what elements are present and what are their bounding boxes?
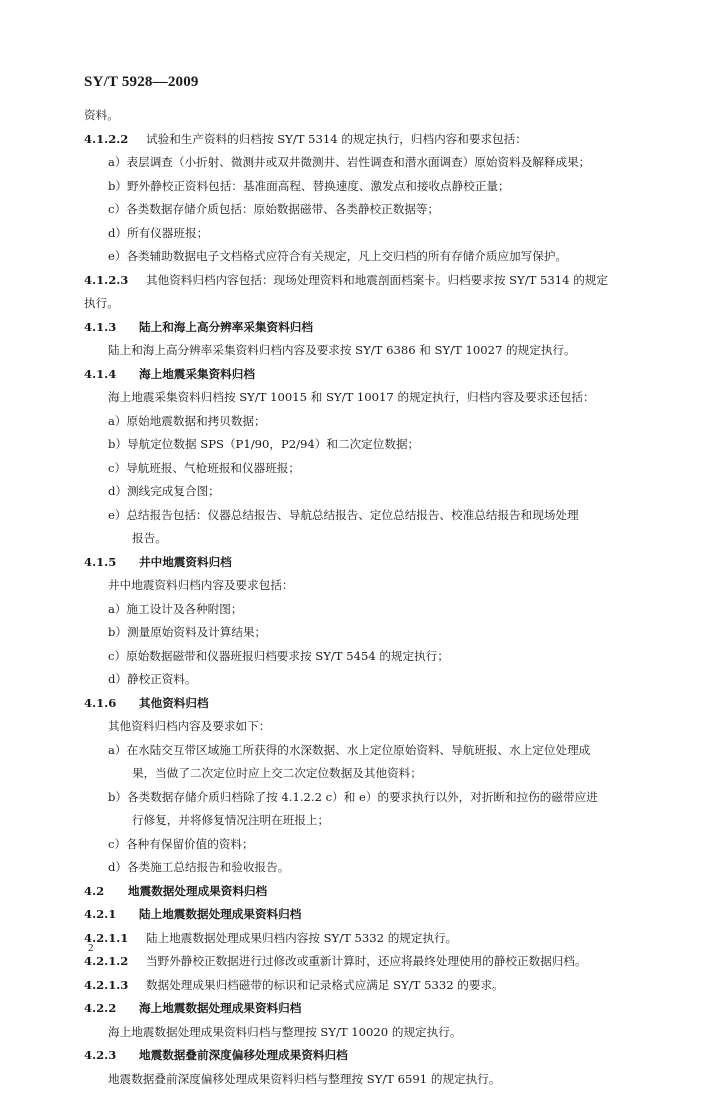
- paragraph-line: a）表层调查（小折射、微测井或双井微测井、岩性调查和潜水面调查）原始资料及解释成果；: [108, 155, 591, 169]
- section-heading: [84, 320, 652, 334]
- paragraph-line: 陆上和海上高分辨率采集资料归档内容及要求按 SY/T 6386 和 SY/T 10027 的规定执行。: [108, 343, 576, 357]
- section-title: 陆上地震数据处理成果资料归档: [139, 907, 302, 921]
- paragraph-line: d）静校正资料。: [108, 672, 197, 686]
- section-number: 4.1.6: [84, 695, 117, 710]
- paragraph-line: b）野外静校正资料包括：基准面高程、替换速度、激发点和接收点静校正量；: [108, 178, 510, 193]
- section-heading: [84, 931, 652, 945]
- paragraph-line: a）原始地震数据和拷贝数据；: [108, 413, 266, 428]
- section-title: 海上地震采集资料归档: [139, 366, 255, 381]
- clause-text: 试验和生产资料的归档按 SY/T 5314 的规定执行，归档内容和要求包括：: [146, 131, 527, 146]
- paragraph-line: 海上地震数据处理成果资料归档与整理按 SY/T 10020 的规定执行。: [108, 1024, 462, 1039]
- section-heading: [84, 273, 652, 287]
- paragraph-line: d）所有仪器班报；: [108, 225, 209, 240]
- paragraph-line: 其他资料归档内容及要求如下：: [108, 719, 271, 733]
- paragraph-line: e）总结报告包括：仪器总结报告、导航总结报告、定位总结报告、校准总结报告和现场处理: [108, 507, 579, 522]
- section-heading: [84, 1048, 652, 1062]
- section-number: 4.1.5: [84, 554, 117, 569]
- paragraph-line: 海上地震采集资料归档按 SY/T 10015 和 SY/T 10017 的规定执行，归档内容及要求还包括：: [108, 390, 595, 404]
- section-number: 4.1.4: [84, 366, 117, 381]
- paragraph-line: a）施工设计及各种附图；: [108, 601, 243, 616]
- paragraph-line: c）原始数据磁带和仪器班报归档要求按 SY/T 5454 的规定执行；: [108, 648, 449, 663]
- clause-text: 数据处理成果归档磁带的标识和记录格式应满足 SY/T 5332 的要求。: [146, 977, 504, 992]
- section-number: 4.2.3: [84, 1048, 117, 1062]
- paragraph-line: b）测量原始资料及计算结果；: [108, 625, 267, 639]
- paragraph-line: 报告。: [132, 531, 167, 545]
- paragraph-line: a）在水陆交互带区域施工所获得的水深数据、水上定位原始资料、导航班报、水上定位处理成: [108, 742, 591, 757]
- section-number: 4.2.1.1: [84, 930, 129, 945]
- section-number: 4.2: [84, 883, 105, 898]
- section-title: 其他资料归档: [139, 695, 209, 710]
- paragraph-line: 地震数据叠前深度偏移处理成果资料归档与整理按 SY/T 6591 的规定执行。: [108, 1071, 501, 1086]
- paragraph-line: c）各类数据存储介质包括：原始数据磁带、各类静校正数据等；: [108, 202, 440, 216]
- standard-code-header: SY/T 5928—2009: [84, 74, 199, 90]
- section-number: 4.2.1.3: [84, 977, 129, 992]
- paragraph-line: 资料。: [84, 108, 119, 122]
- section-title: 地震数据叠前深度偏移处理成果资料归档: [139, 1048, 348, 1062]
- paragraph-line: b）各类数据存储介质归档除了按 4.1.2.2 c）和 e）的要求执行以外，对折断和拉伤的磁带应进: [108, 789, 598, 804]
- section-number: 4.2.2: [84, 1001, 117, 1015]
- section-heading: [84, 696, 652, 710]
- section-title: 海上地震数据处理成果资料归档: [139, 1001, 302, 1015]
- section-number: 4.2.1: [84, 907, 117, 921]
- section-heading: [84, 884, 652, 898]
- clause-text: 陆上地震数据处理成果归档内容按 SY/T 5332 的规定执行。: [146, 930, 458, 945]
- paragraph-line: c）各种有保留价值的资料；: [108, 836, 254, 851]
- section-heading: [84, 132, 652, 146]
- section-heading: [84, 555, 652, 569]
- clause-text: 当野外静校正数据进行过修改或重新计算时，还应将最终处理使用的静校正数据归档。: [146, 954, 587, 968]
- paragraph-line: e）各类辅助数据电子文档格式应符合有关规定，凡上交归档的所有存储介质应加写保护。: [108, 249, 568, 263]
- paragraph-line: 执行。: [84, 296, 119, 310]
- page-number: 2: [88, 942, 94, 954]
- section-title: 地震数据处理成果资料归档: [128, 883, 268, 898]
- section-number: 4.1.3: [84, 319, 117, 334]
- section-number: 4.2.1.2: [84, 954, 129, 968]
- section-heading: [84, 978, 652, 992]
- paragraph-line: b）导航定位数据 SPS（P1/90，P2/94）和二次定位数据；: [108, 437, 420, 451]
- section-heading: [84, 367, 652, 381]
- paragraph-line: d）测线完成复合图；: [108, 484, 220, 498]
- section-heading: [84, 1001, 652, 1015]
- section-number: 4.1.2.2: [84, 131, 129, 146]
- paragraph-line: 行修复，并将修复情况注明在班报上；: [132, 813, 330, 827]
- section-title: 井中地震资料归档: [139, 554, 232, 569]
- paragraph-line: d）各类施工总结报告和验收报告。: [108, 860, 290, 874]
- section-heading: [84, 954, 652, 968]
- paragraph-line: 果，当做了二次定位时应上交二次定位数据及其他资料；: [132, 766, 422, 780]
- section-number: 4.1.2.3: [84, 272, 129, 287]
- clause-text: 其他资料归档内容包括：现场处理资料和地震剖面档案卡。归档要求按 SY/T 5314 的规定: [146, 272, 608, 287]
- section-title: 陆上和海上高分辨率采集资料归档: [139, 319, 313, 334]
- paragraph-line: 井中地震资料归档内容及要求包括：: [108, 578, 294, 592]
- section-heading: [84, 907, 652, 921]
- paragraph-line: c）导航班报、气枪班报和仪器班报；: [108, 460, 300, 475]
- document-body: [84, 108, 652, 1095]
